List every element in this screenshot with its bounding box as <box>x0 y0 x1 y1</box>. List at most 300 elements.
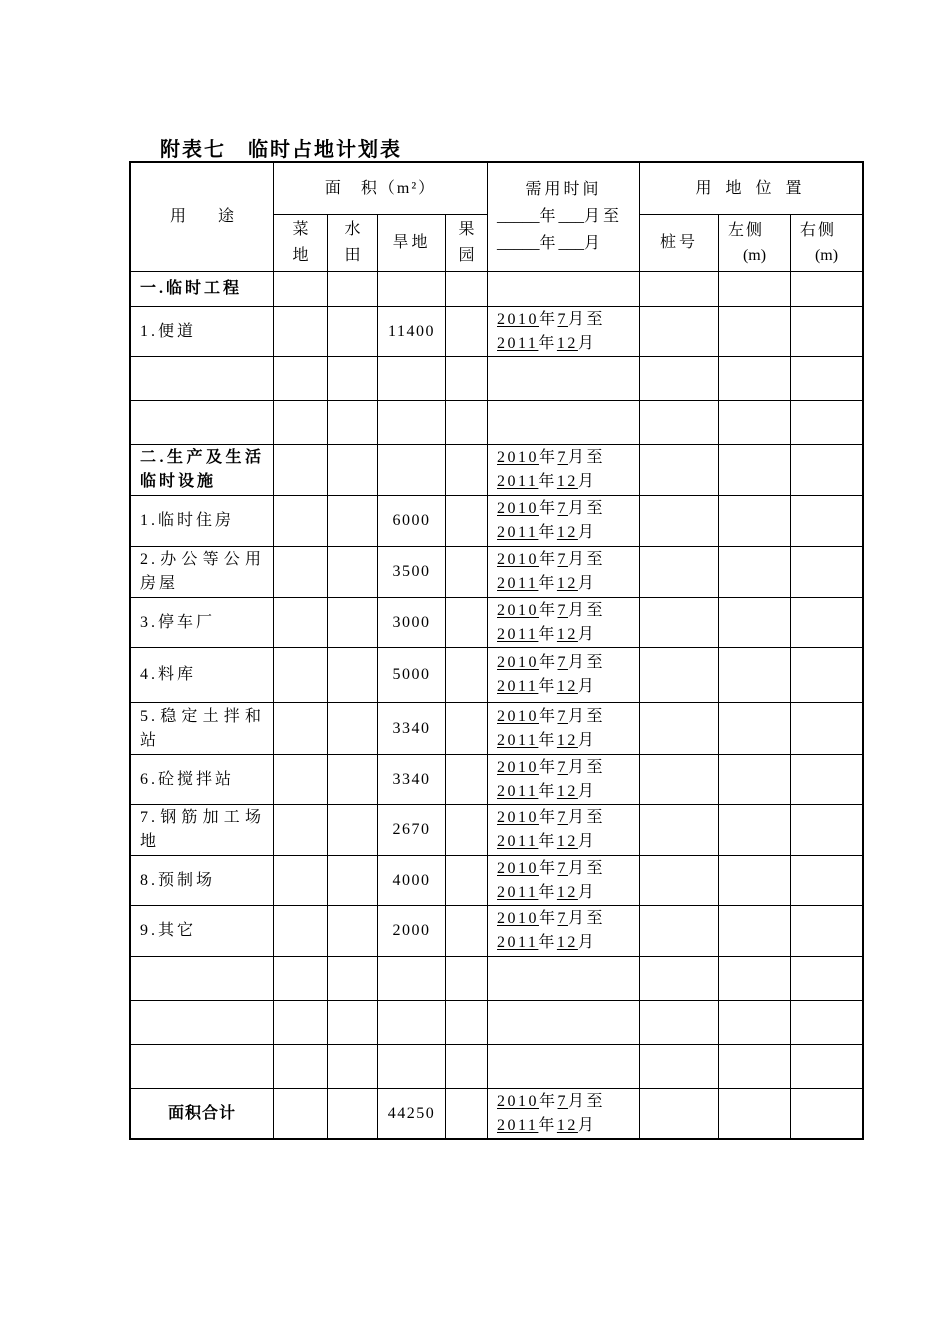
orchard-area-cell <box>446 906 488 957</box>
end-month: 12 <box>556 731 578 749</box>
dry-land-area-value: 3000 <box>392 613 431 631</box>
right-offset-cell <box>791 598 863 648</box>
year-unit: 年 <box>538 782 557 800</box>
left-offset-cell <box>719 272 791 307</box>
station-cell <box>640 401 719 445</box>
time-cell <box>488 496 640 547</box>
end-month: 12 <box>556 1116 578 1134</box>
dry-land-area-value: 2670 <box>392 821 431 838</box>
fill-in-blank: _____ <box>497 233 540 252</box>
fill-in-blank: _____ <box>497 206 540 225</box>
left-offset-cell <box>719 755 791 805</box>
year-unit: 年 <box>538 334 557 352</box>
month-unit: 月 <box>568 1092 587 1110</box>
right-offset-cell <box>791 357 863 401</box>
month-unit: 月 <box>568 707 587 725</box>
left-offset-cell <box>719 957 791 1001</box>
month-unit: 月 <box>577 833 597 850</box>
paddy-area-cell <box>328 547 378 598</box>
orchard-area-cell <box>446 496 488 547</box>
month-unit: 月 <box>577 934 597 951</box>
month-unit: 月 <box>577 473 597 490</box>
year-unit: 年 <box>538 1116 557 1134</box>
time-start-line <box>497 308 605 332</box>
paddy-area-cell <box>328 755 378 805</box>
item-usage-cell <box>131 401 274 445</box>
header-time-to-line <box>488 230 639 257</box>
year-unit: 年 <box>538 934 557 951</box>
station-cell <box>640 906 719 957</box>
orchard-area-cell <box>446 401 488 445</box>
station-cell <box>640 357 719 401</box>
start-year: 2010 <box>497 859 539 877</box>
dry-land-area-cell <box>378 598 446 648</box>
start-month: 7 <box>557 910 569 927</box>
dry-land-area-cell <box>378 755 446 805</box>
header-paddy-label: 水田 <box>344 221 361 264</box>
station-cell <box>640 272 719 307</box>
paddy-area-cell <box>328 272 378 307</box>
dry-land-area-value: 3340 <box>392 770 431 788</box>
left-offset-cell <box>719 401 791 445</box>
header-orchard-label: 果园 <box>458 221 475 264</box>
time-cell <box>488 755 640 805</box>
paddy-area-cell <box>328 445 378 496</box>
vegetable-area-cell <box>274 1001 328 1045</box>
year-unit: 年 <box>539 1092 558 1110</box>
year-unit: 年 <box>539 310 558 328</box>
item-usage-cell <box>131 856 274 906</box>
month-unit: 月 <box>568 310 587 328</box>
time-cell <box>488 856 640 906</box>
dry-land-area-cell <box>378 357 446 401</box>
left-offset-cell <box>719 1045 791 1089</box>
vegetable-area-cell <box>274 272 328 307</box>
dry-land-area-value: 4000 <box>392 871 431 889</box>
month-unit: 月 <box>577 334 597 352</box>
dry-land-area-cell <box>378 1045 446 1089</box>
end-year: 2011 <box>497 678 539 695</box>
year-unit: 年 <box>538 524 557 541</box>
time-start-line <box>497 857 605 881</box>
orchard-area-cell <box>446 1001 488 1045</box>
end-month: 12 <box>556 678 578 695</box>
dry-land-area-cell <box>378 307 446 357</box>
right-offset-cell <box>791 307 863 357</box>
header-vegetable-label: 菜地 <box>292 221 309 264</box>
left-offset-cell <box>719 648 791 703</box>
header-station-label: 桩号 <box>659 234 698 251</box>
year-unit: 年 <box>538 575 557 592</box>
item-usage-cell <box>131 1001 274 1045</box>
start-month: 7 <box>557 707 569 725</box>
header-left-label: 左侧 <box>728 222 765 239</box>
end-month: 12 <box>556 473 578 490</box>
month-unit: 月 <box>577 678 597 695</box>
header-time-title: 需用时间 <box>525 181 602 198</box>
left-offset-cell <box>719 307 791 357</box>
start-year: 2010 <box>497 707 539 725</box>
left-offset-cell <box>719 856 791 906</box>
left-offset-cell <box>719 805 791 856</box>
end-year: 2011 <box>497 782 539 800</box>
station-cell <box>640 1045 719 1089</box>
section-usage-cell <box>131 272 274 307</box>
month-unit: 月 <box>577 731 597 749</box>
to-word: 至 <box>586 310 606 328</box>
time-cell <box>488 1045 640 1089</box>
start-year: 2010 <box>497 758 539 776</box>
total-usage-label: 面积合计 <box>167 1104 236 1122</box>
right-offset-cell <box>791 906 863 957</box>
end-year: 2011 <box>497 473 539 490</box>
total-usage-cell <box>131 1089 274 1139</box>
end-month: 12 <box>556 524 578 541</box>
dry-land-area-value: 44250 <box>387 1104 436 1122</box>
paddy-area-cell <box>328 906 378 957</box>
fill-in-blank: ___ <box>558 233 585 252</box>
end-month: 12 <box>556 334 578 352</box>
left-offset-cell <box>719 357 791 401</box>
vegetable-area-cell <box>274 307 328 357</box>
end-year: 2011 <box>497 934 539 951</box>
item-usage-label: 4.料库 <box>140 666 197 683</box>
orchard-area-cell <box>446 755 488 805</box>
right-offset-cell <box>791 648 863 703</box>
orchard-area-cell <box>446 1045 488 1089</box>
item-usage-cell <box>131 755 274 805</box>
item-usage-cell <box>131 957 274 1001</box>
orchard-area-cell <box>446 1089 488 1139</box>
month-unit: 月 <box>577 524 597 541</box>
time-cell <box>488 957 640 1001</box>
start-month: 7 <box>557 551 569 568</box>
start-month: 7 <box>557 601 569 619</box>
header-location-cell <box>640 163 863 215</box>
year-unit: 年 <box>539 707 558 725</box>
section-usage-label: 二.生产及生活临时设施 <box>140 449 264 490</box>
station-cell <box>640 703 719 755</box>
vegetable-area-cell <box>274 1089 328 1139</box>
station-cell <box>640 1001 719 1045</box>
to-word: 至 <box>586 707 606 725</box>
header-dry-land-cell <box>378 215 446 272</box>
dry-land-area-value: 5000 <box>392 666 431 683</box>
dry-land-area-cell <box>378 1001 446 1045</box>
left-offset-cell <box>719 598 791 648</box>
time-cell <box>488 1089 640 1139</box>
blank-label: 月 <box>584 235 604 252</box>
dry-land-area-cell <box>378 1089 446 1139</box>
time-start-line <box>497 497 605 521</box>
item-usage-cell <box>131 805 274 856</box>
time-start-line <box>497 1090 605 1114</box>
time-start-line <box>497 446 605 470</box>
right-offset-cell <box>791 703 863 755</box>
end-month: 12 <box>556 625 578 643</box>
year-unit: 年 <box>539 758 558 776</box>
right-offset-cell <box>791 401 863 445</box>
time-cell <box>488 547 640 598</box>
start-month: 7 <box>557 500 569 517</box>
end-year: 2011 <box>497 1116 539 1134</box>
end-year: 2011 <box>497 883 539 901</box>
fill-in-blank: ___ <box>558 206 585 225</box>
dry-land-area-value: 3340 <box>392 719 431 737</box>
dry-land-area-cell <box>378 703 446 755</box>
header-right-cell <box>791 215 863 272</box>
temporary-land-use-plan-table <box>130 162 863 1139</box>
time-start-line <box>497 806 605 830</box>
paddy-area-cell <box>328 1045 378 1089</box>
vegetable-area-cell <box>274 445 328 496</box>
item-usage-label: 6.砼搅拌站 <box>140 770 235 788</box>
vegetable-area-cell <box>274 496 328 547</box>
orchard-area-cell <box>446 648 488 703</box>
time-cell <box>488 703 640 755</box>
paddy-area-cell <box>328 648 378 703</box>
month-unit: 月 <box>568 551 587 568</box>
station-cell <box>640 856 719 906</box>
header-usage-label: 用 途 <box>169 208 234 225</box>
end-month: 12 <box>556 782 578 800</box>
right-offset-cell <box>791 1001 863 1045</box>
paddy-area-cell <box>328 703 378 755</box>
time-end-line <box>497 780 596 804</box>
time-cell <box>488 1001 640 1045</box>
vegetable-area-cell <box>274 755 328 805</box>
time-cell <box>488 906 640 957</box>
year-unit: 年 <box>538 883 557 901</box>
dry-land-area-value: 2000 <box>392 922 431 939</box>
month-unit: 月 <box>568 654 587 671</box>
station-cell <box>640 1089 719 1139</box>
header-right-unit: (m) <box>814 247 839 264</box>
dry-land-area-cell <box>378 856 446 906</box>
end-year: 2011 <box>497 625 539 643</box>
time-start-line <box>497 651 605 675</box>
section-usage-cell <box>131 445 274 496</box>
item-usage-label: 9.其它 <box>140 922 197 939</box>
end-year: 2011 <box>497 524 539 541</box>
to-word: 至 <box>586 758 606 776</box>
paddy-area-cell <box>328 401 378 445</box>
blank-label: 年 <box>539 235 559 252</box>
start-year: 2010 <box>497 310 539 328</box>
time-start-line <box>497 907 605 931</box>
start-month: 7 <box>557 449 569 466</box>
item-usage-cell <box>131 648 274 703</box>
paddy-area-cell <box>328 1089 378 1139</box>
left-offset-cell <box>719 906 791 957</box>
paddy-area-cell <box>328 957 378 1001</box>
time-start-line <box>497 756 605 780</box>
to-word: 至 <box>586 859 606 877</box>
end-year: 2011 <box>497 731 539 749</box>
station-cell <box>640 648 719 703</box>
header-area-label: 面 积（m²） <box>324 179 437 197</box>
vegetable-area-cell <box>274 1045 328 1089</box>
blank-label: 年 <box>539 208 559 225</box>
to-word: 至 <box>586 500 606 517</box>
orchard-area-cell <box>446 547 488 598</box>
right-offset-cell <box>791 272 863 307</box>
header-time-from-line <box>488 203 639 230</box>
header-location-label: 用 地 位 置 <box>695 179 807 197</box>
dry-land-area-cell <box>378 957 446 1001</box>
vegetable-area-cell <box>274 648 328 703</box>
header-paddy-cell <box>328 215 378 272</box>
year-unit: 年 <box>539 809 558 826</box>
time-start-line <box>497 599 605 623</box>
item-usage-cell <box>131 598 274 648</box>
to-word: 至 <box>586 910 606 927</box>
year-unit: 年 <box>538 473 557 490</box>
to-word: 至 <box>586 1092 606 1110</box>
station-cell <box>640 755 719 805</box>
end-month: 12 <box>556 883 578 901</box>
start-year: 2010 <box>497 654 539 671</box>
time-end-line <box>497 830 596 854</box>
month-unit: 月 <box>577 782 597 800</box>
dry-land-area-cell <box>378 272 446 307</box>
right-offset-cell <box>791 856 863 906</box>
vegetable-area-cell <box>274 805 328 856</box>
header-vegetable-cell <box>274 215 328 272</box>
month-unit: 月 <box>577 1116 597 1134</box>
orchard-area-cell <box>446 445 488 496</box>
item-usage-label: 7.钢筋加工场地 <box>140 809 264 850</box>
right-offset-cell <box>791 445 863 496</box>
start-month: 7 <box>557 758 569 776</box>
right-offset-cell <box>791 805 863 856</box>
time-cell <box>488 357 640 401</box>
blank-label: 月至 <box>584 208 623 225</box>
header-station-cell <box>640 215 719 272</box>
month-unit: 月 <box>568 758 587 776</box>
time-start-line <box>497 548 605 572</box>
right-offset-cell <box>791 1089 863 1139</box>
vegetable-area-cell <box>274 357 328 401</box>
left-offset-cell <box>719 1089 791 1139</box>
start-year: 2010 <box>497 809 539 826</box>
start-year: 2010 <box>497 1092 539 1110</box>
year-unit: 年 <box>539 551 558 568</box>
paddy-area-cell <box>328 805 378 856</box>
paddy-area-cell <box>328 307 378 357</box>
station-cell <box>640 957 719 1001</box>
orchard-area-cell <box>446 357 488 401</box>
start-year: 2010 <box>497 500 539 517</box>
header-right-label: 右侧 <box>800 222 837 239</box>
time-end-line <box>497 521 596 545</box>
to-word: 至 <box>586 449 606 466</box>
to-word: 至 <box>586 601 606 619</box>
left-offset-cell <box>719 703 791 755</box>
start-month: 7 <box>557 809 569 826</box>
header-area-cell <box>274 163 488 215</box>
to-word: 至 <box>586 654 606 671</box>
year-unit: 年 <box>539 859 558 877</box>
month-unit: 月 <box>577 883 597 901</box>
time-cell <box>488 445 640 496</box>
year-unit: 年 <box>538 625 557 643</box>
vegetable-area-cell <box>274 598 328 648</box>
header-usage-cell <box>131 163 274 272</box>
start-month: 7 <box>557 859 569 877</box>
right-offset-cell <box>791 547 863 598</box>
vegetable-area-cell <box>274 906 328 957</box>
orchard-area-cell <box>446 703 488 755</box>
orchard-area-cell <box>446 307 488 357</box>
left-offset-cell <box>719 1001 791 1045</box>
year-unit: 年 <box>539 449 558 466</box>
header-time-cell <box>488 163 640 272</box>
left-offset-cell <box>719 496 791 547</box>
dry-land-area-value: 6000 <box>392 512 431 529</box>
year-unit: 年 <box>538 678 557 695</box>
right-offset-cell <box>791 1045 863 1089</box>
dry-land-area-cell <box>378 648 446 703</box>
header-dry-land-label: 旱地 <box>392 234 431 251</box>
to-word: 至 <box>586 551 606 568</box>
time-end-line <box>497 1114 596 1138</box>
item-usage-cell <box>131 1045 274 1089</box>
end-month: 12 <box>556 833 578 850</box>
station-cell <box>640 307 719 357</box>
header-left-cell <box>719 215 791 272</box>
header-left-unit: (m) <box>742 247 767 264</box>
time-end-line <box>497 881 596 905</box>
left-offset-cell <box>719 547 791 598</box>
vegetable-area-cell <box>274 957 328 1001</box>
time-end-line <box>497 729 596 753</box>
year-unit: 年 <box>539 601 558 619</box>
right-offset-cell <box>791 957 863 1001</box>
month-unit: 月 <box>568 910 587 927</box>
item-usage-label: 8.预制场 <box>140 871 216 889</box>
section-usage-label: 一.临时工程 <box>140 280 243 297</box>
end-month: 12 <box>556 575 578 592</box>
vegetable-area-cell <box>274 703 328 755</box>
month-unit: 月 <box>568 601 587 619</box>
month-unit: 月 <box>577 625 597 643</box>
header-orchard-cell <box>446 215 488 272</box>
station-cell <box>640 805 719 856</box>
item-usage-cell <box>131 906 274 957</box>
year-unit: 年 <box>538 833 557 850</box>
item-usage-label: 3.停车厂 <box>140 613 216 631</box>
year-unit: 年 <box>538 731 557 749</box>
dry-land-area-cell <box>378 547 446 598</box>
item-usage-label: 2.办公等公用房屋 <box>140 551 264 592</box>
dry-land-area-cell <box>378 496 446 547</box>
dry-land-area-value: 11400 <box>388 322 435 340</box>
end-year: 2011 <box>497 334 539 352</box>
time-end-line <box>497 623 596 647</box>
month-unit: 月 <box>568 859 587 877</box>
start-year: 2010 <box>497 601 539 619</box>
orchard-area-cell <box>446 856 488 906</box>
orchard-area-cell <box>446 598 488 648</box>
paddy-area-cell <box>328 1001 378 1045</box>
station-cell <box>640 496 719 547</box>
item-usage-label: 1.临时住房 <box>140 512 235 529</box>
paddy-area-cell <box>328 496 378 547</box>
right-offset-cell <box>791 755 863 805</box>
start-year: 2010 <box>497 551 539 568</box>
item-usage-cell <box>131 357 274 401</box>
